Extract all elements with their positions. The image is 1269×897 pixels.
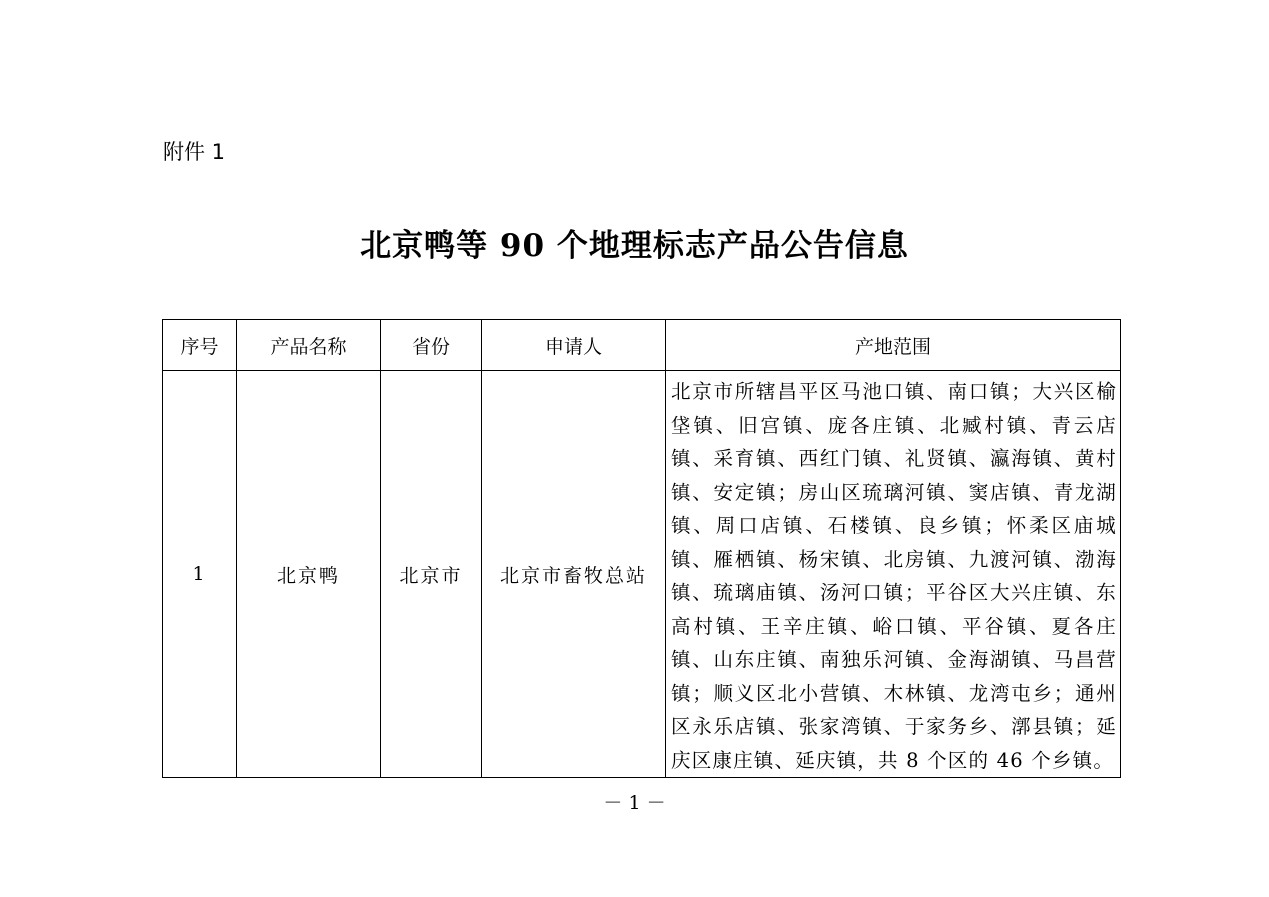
header-province: 省份 xyxy=(381,320,482,371)
table-row xyxy=(163,371,1121,778)
attachment-label: 附件 1 xyxy=(163,140,226,164)
cell-product-name: 北京鸭 xyxy=(237,371,381,778)
header-product-name: 产品名称 xyxy=(237,320,381,371)
page-number: － 1 － xyxy=(603,792,666,814)
table-header-row xyxy=(163,320,1121,371)
document-title: 北京鸭等 90 个地理标志产品公告信息 xyxy=(360,228,909,264)
cell-origin-range: 北京市所辖昌平区马池口镇、南口镇；大兴区榆垡镇、旧宫镇、庞各庄镇、北臧村镇、青云店镇、采育镇、西红门镇、礼贤镇、瀛海镇、黄村镇、安定镇；房山区琉璃河镇、窦店镇、青龙湖镇、周口店镇、石楼镇、良乡镇；怀柔区庙城镇、雁栖镇、杨宋镇、北房镇、九渡河镇、渤海镇、琉璃庙镇、汤河口镇；平谷区大兴庄镇、东高村镇、王辛庄镇、峪口镇、平谷镇、夏各庄镇、山东庄镇、南独乐河镇、金海湖镇、马昌营镇；顺义区北小营镇、木林镇、龙湾屯乡；通州区永乐店镇、张家湾镇、于家务乡、漷县镇；延庆区康庄镇、延庆镇，共 8 个区的 46 个乡镇。 xyxy=(666,371,1121,778)
cell-applicant: 北京市畜牧总站 xyxy=(482,371,666,778)
header-index: 序号 xyxy=(163,320,237,371)
header-applicant: 申请人 xyxy=(482,320,666,371)
product-info-table xyxy=(162,319,1121,778)
cell-province: 北京市 xyxy=(381,371,482,778)
header-origin-range: 产地范围 xyxy=(666,320,1121,371)
cell-index: 1 xyxy=(163,371,237,778)
